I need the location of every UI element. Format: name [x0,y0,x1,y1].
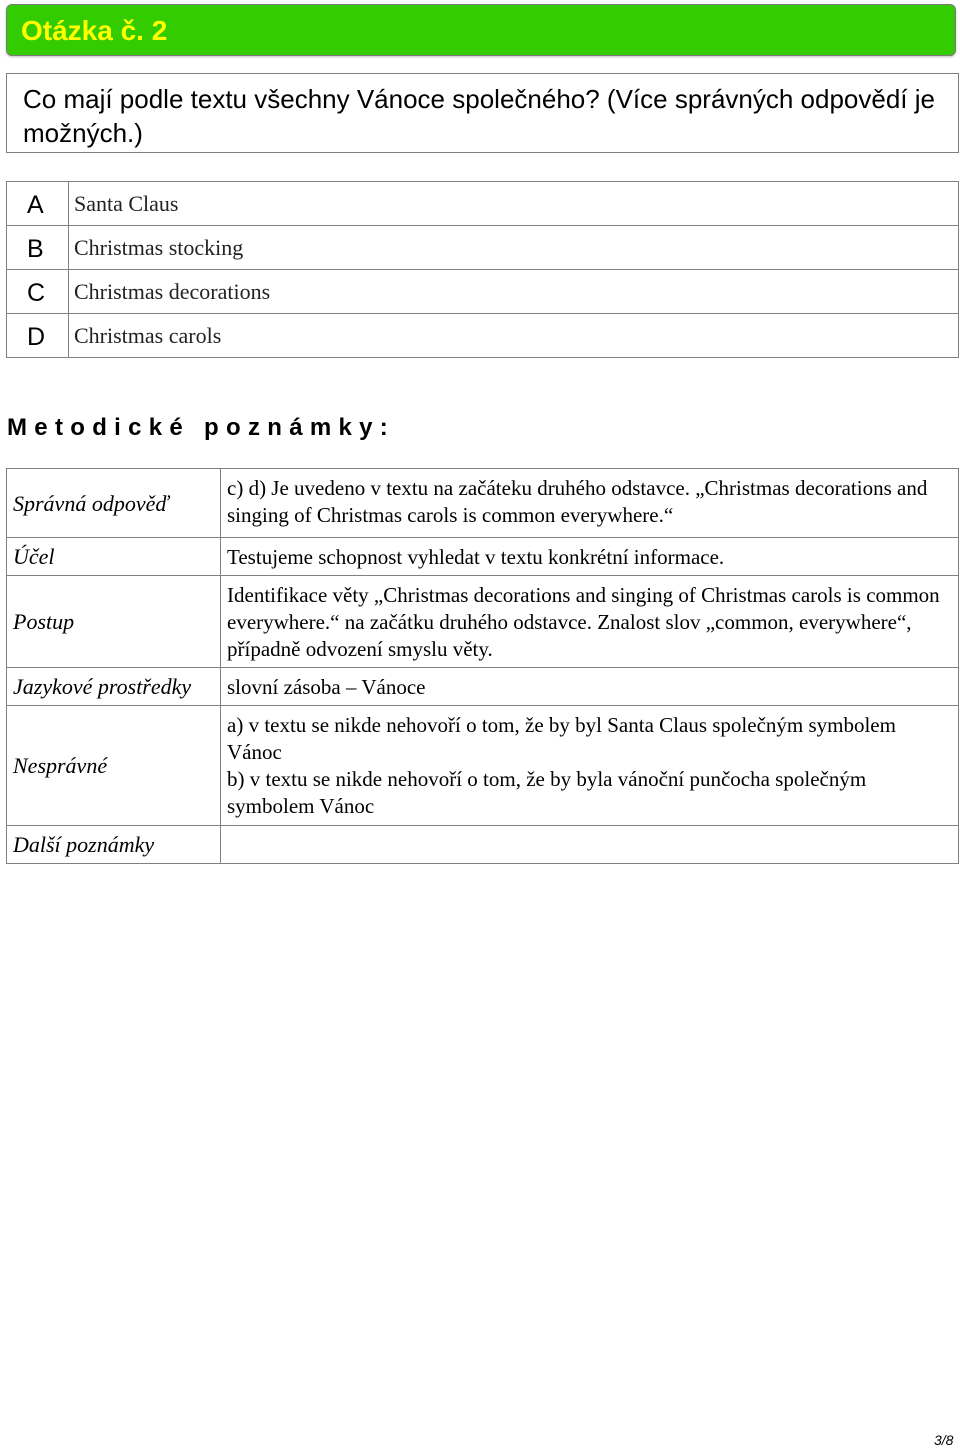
option-row [7,226,959,270]
note-row-language-means [7,668,959,706]
option-text: Christmas decorations [69,270,959,314]
answer-options-table [6,181,959,358]
option-letter: C [7,270,69,314]
note-label: Další poznámky [7,826,221,864]
note-row-incorrect [7,706,959,826]
option-text: Santa Claus [69,182,959,226]
option-text: Christmas carols [69,314,959,358]
note-value: c) d) Je uvedeno v textu na začáteku druhého odstavce. „Christmas decorations and singing of Christmas carols is common everywhere.“ [221,469,959,538]
option-letter: D [7,314,69,358]
note-label: Postup [7,576,221,668]
note-label: Nesprávné [7,706,221,826]
option-text: Christmas stocking [69,226,959,270]
option-row [7,270,959,314]
note-label: Správná odpověď [7,469,221,538]
note-value: Testujeme schopnost vyhledat v textu konkrétní informace. [221,538,959,576]
methodology-table [6,468,959,864]
note-value: a) v textu se nikde nehovoří o tom, že by byl Santa Claus společným symbolem Vánoc b) v textu se nikde nehovoří o tom, že by byla vánoční punčocha společným symbolem Vánoc [221,706,959,826]
question-header [6,4,956,56]
page-number: 3/8 [934,1432,954,1448]
note-row-other-notes [7,826,959,864]
note-value [221,826,959,864]
option-row [7,182,959,226]
option-letter: A [7,182,69,226]
question-text: Co mají podle textu všechny Vánoce společného? (Více správných odpovědí je možných.) [6,73,959,153]
note-label: Jazykové prostředky [7,668,221,706]
note-row-correct-answer [7,469,959,538]
note-row-procedure [7,576,959,668]
methodology-heading: Metodické poznámky: [7,414,396,441]
option-letter: B [7,226,69,270]
option-row [7,314,959,358]
note-value: slovní zásoba – Vánoce [221,668,959,706]
note-row-purpose [7,538,959,576]
question-title: Otázka č. 2 [21,15,168,46]
note-label: Účel [7,538,221,576]
note-value: Identifikace věty „Christmas decorations and singing of Christmas carols is common everywhere.“ na začátku druhého odstavce. Znalost slov „common, everywhere“, případně odvození smyslu věty. [221,576,959,668]
